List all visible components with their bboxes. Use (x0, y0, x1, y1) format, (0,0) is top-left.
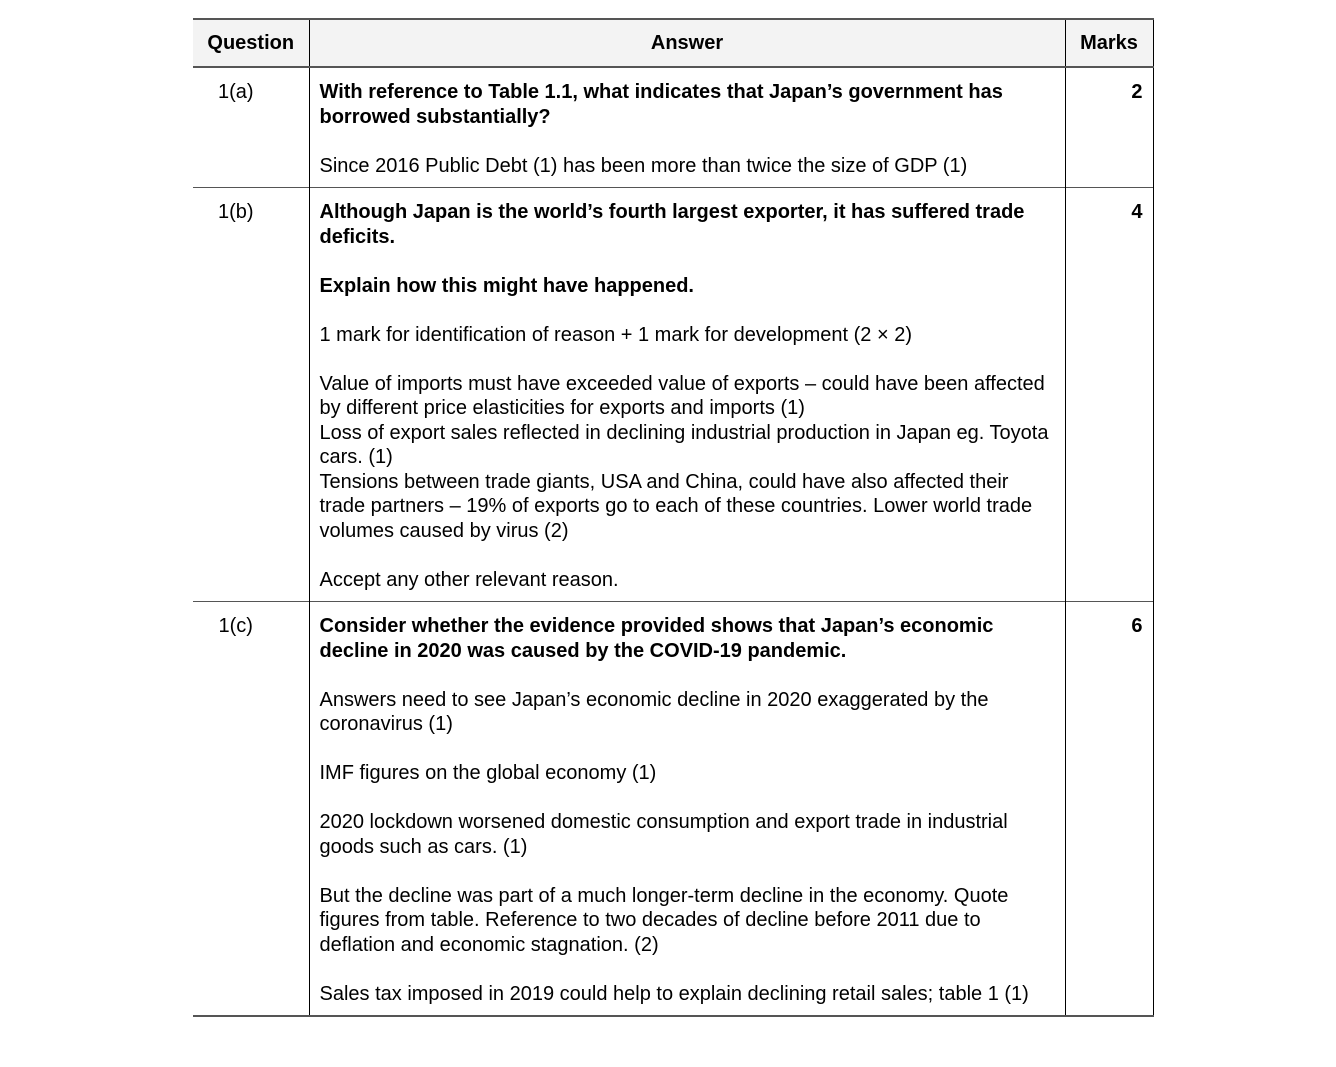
question-number: 1(b) (193, 188, 309, 602)
table-row (193, 67, 1153, 188)
question-number: 1(a) (193, 67, 309, 188)
question-prompt: Although Japan is the world’s fourth largest exporter, it has suffered trade deficits. (319, 201, 1025, 248)
question-instruction: Explain how this might have happened. (319, 274, 694, 297)
question-number: 1(c) (193, 602, 309, 1017)
marking-guidance: 1 mark for identification of reason + 1 mark for development (2 × 2) (319, 323, 913, 346)
answer-point: Accept any other relevant reason. (319, 568, 619, 591)
answer-cell (309, 188, 1065, 602)
header-answer: Answer (309, 19, 1065, 67)
answer-point: 2020 lockdown worsened domestic consumption and export trade in industrial goods such as cars. (1) (319, 811, 1008, 858)
answer-point: But the decline was part of a much longer-term decline in the economy. Quote figures from table. Reference to two decades of decline before 2011 due to deflation and economic stagnation. (2) (319, 884, 1009, 956)
answer-point: Value of imports must have exceeded value of exports – could have been affected by different price elasticities for exports and imports (1) (319, 372, 1045, 419)
mark-scheme-table (193, 18, 1154, 1017)
marks-value: 6 (1065, 602, 1153, 1017)
table-row (193, 188, 1153, 602)
answer-point: Tensions between trade giants, USA and China, could have also affected their trade partners – 19% of exports go to each of these countries. Lower world trade volumes caused by virus (2) (319, 470, 1033, 542)
question-prompt: With reference to Table 1.1, what indicates that Japan’s government has borrowed substantially? (319, 81, 1003, 128)
table-row (193, 602, 1153, 1017)
marks-value: 2 (1065, 67, 1153, 188)
answer-point: Loss of export sales reflected in declining industrial production in Japan eg. Toyota cars. (1) (319, 421, 1049, 468)
answer-point: Answers need to see Japan’s economic decline in 2020 exaggerated by the coronavirus (1) (319, 688, 989, 735)
marks-value: 4 (1065, 188, 1153, 602)
answer-point: Since 2016 Public Debt (1) has been more than twice the size of GDP (1) (319, 154, 968, 177)
answer-point: Sales tax imposed in 2019 could help to explain declining retail sales; table 1 (1) (319, 982, 1029, 1005)
question-prompt: Consider whether the evidence provided shows that Japan’s economic decline in 2020 was caused by the COVID-19 pandemic. (319, 615, 994, 662)
header-question: Question (193, 19, 309, 67)
answer-cell (309, 67, 1065, 188)
answer-cell (309, 602, 1065, 1017)
header-marks: Marks (1065, 19, 1153, 67)
table-header-row (193, 19, 1153, 67)
answer-point: IMF figures on the global economy (1) (319, 762, 657, 784)
